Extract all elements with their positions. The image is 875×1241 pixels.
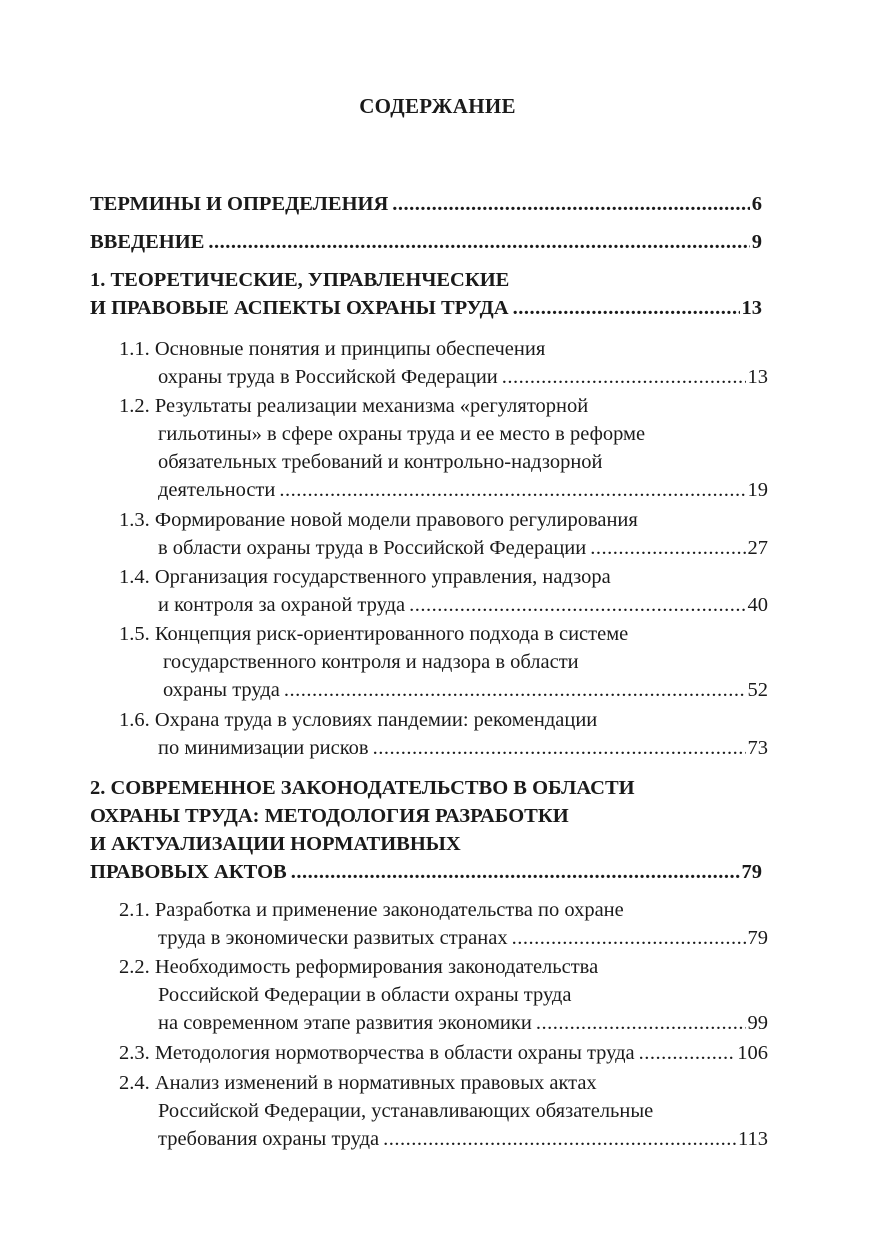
toc-entry-title-line: Российской Федерации, устанавливающих обязательные [158,1100,654,1122]
dot-leader [512,924,746,952]
toc-entry-title-line: 2. СОВРЕМЕННОЕ ЗАКОНОДАТЕЛЬСТВО В ОБЛАСТИ [90,777,635,799]
dot-leader [392,190,749,218]
toc-entry-title-line: 1.4. Организация государственного управления, надзора [119,566,611,588]
toc-page-number: 9 [751,231,762,253]
toc-entry-title-line: 1.5. Концепция риск-ориентированного подхода в системе [119,623,629,645]
toc-page-number: 19 [747,479,768,501]
toc-entry-chapter-1 [90,266,762,322]
toc-entry-title-line: ПРАВОВЫХ АКТОВ [90,861,287,883]
toc-entry-title-line: труда в экономически развитых странах [158,927,508,949]
toc-entry-introduction [90,228,762,256]
toc-entry-1-1 [119,335,768,391]
toc-page-number: 40 [747,594,768,616]
toc-page-number: 6 [751,193,762,215]
toc-entry-title-line: 1. ТЕОРЕТИЧЕСКИЕ, УПРАВЛЕНЧЕСКИЕ [90,269,510,291]
dot-leader [536,1009,746,1037]
toc-entry-title-line: и контроля за охраной труда [158,594,406,616]
dot-leader [502,363,746,391]
toc-entry-title-line: И ПРАВОВЫЕ АСПЕКТЫ ОХРАНЫ ТРУДА [90,297,509,319]
toc-entry-title-line: на современном этапе развития экономики [158,1012,532,1034]
toc-page-number: 13 [747,366,768,388]
toc-page-number: 13 [741,297,762,319]
toc-entry-title-line: 2.4. Анализ изменений в нормативных правовых актах [119,1072,597,1094]
toc-entry-1-4 [119,563,768,619]
toc-entry-title-line: 1.1. Основные понятия и принципы обеспечения [119,338,546,360]
toc-entry-2-2 [119,953,768,1037]
toc-page-number: 27 [747,537,768,559]
dot-leader [639,1039,736,1067]
toc-entry-title-line: 2.2. Необходимость реформирования законодательства [119,956,599,978]
toc-entry-title-line: И АКТУАЛИЗАЦИИ НОРМАТИВНЫХ [90,833,461,855]
toc-page-number: 79 [741,861,762,883]
toc-entry-title-line: ОХРАНЫ ТРУДА: МЕТОДОЛОГИЯ РАЗРАБОТКИ [90,805,569,827]
toc-entry-title-line: Российской Федерации в области охраны труда [158,984,572,1006]
toc-entry-title-line: охраны труда [163,679,280,701]
toc-entry-chapter-2 [90,774,762,886]
toc-entry-title-line: 2.1. Разработка и применение законодательства по охране [119,899,624,921]
dot-leader [590,534,745,562]
toc-entry-title: 2.3. Методология нормотворчества в области охраны труда [119,1042,635,1064]
toc-entry-1-3 [119,506,768,562]
dot-leader [284,676,746,704]
toc-page-number: 106 [737,1042,768,1064]
toc-entry-title-line: по минимизации рисков [158,737,369,759]
dot-leader [513,294,740,322]
toc-entry-title: ВВЕДЕНИЕ [90,231,205,253]
toc-page-number: 113 [738,1128,768,1150]
page-title: СОДЕРЖАНИЕ [359,94,516,118]
toc-entry-title-line: 1.6. Охрана труда в условиях пандемии: рекомендации [119,709,598,731]
toc-entry-title-line: государственного контроля и надзора в области [163,651,579,673]
toc-page-number: 79 [747,927,768,949]
toc-page-number: 52 [747,679,768,701]
toc-entry-title-line: в области охраны труда в Российской Федерации [158,537,587,559]
toc-entry-1-2 [119,392,768,504]
toc-entry-2-3 [119,1039,768,1067]
dot-leader [373,734,746,762]
dot-leader [279,476,745,504]
toc-entry-1-6 [119,706,768,762]
dot-leader [291,858,740,886]
toc-entry-title-line: обязательных требований и контрольно-надзорной [158,451,603,473]
toc-entry-title: ТЕРМИНЫ И ОПРЕДЕЛЕНИЯ [90,193,389,215]
dot-leader [383,1125,736,1153]
toc-entry-title-line: 1.3. Формирование новой модели правового регулирования [119,509,638,531]
toc-entry-1-5 [119,620,768,704]
toc-page-number: 73 [747,737,768,759]
toc-entry-2-4 [119,1069,768,1153]
toc-entry-title-line: гильотины» в сфере охраны труда и ее место в реформе [158,423,646,445]
toc-entry-title-line: 1.2. Результаты реализации механизма «регуляторной [119,395,589,417]
toc-page-number: 99 [747,1012,768,1034]
toc-entry-title-line: деятельности [158,479,276,501]
toc-entry-title-line: охраны труда в Российской Федерации [158,366,498,388]
toc-entry-2-1 [119,896,768,952]
dot-leader [409,591,745,619]
toc-entry-title-line: требования охраны труда [158,1128,380,1150]
dot-leader [208,228,749,256]
toc-entry-terms [90,190,762,218]
